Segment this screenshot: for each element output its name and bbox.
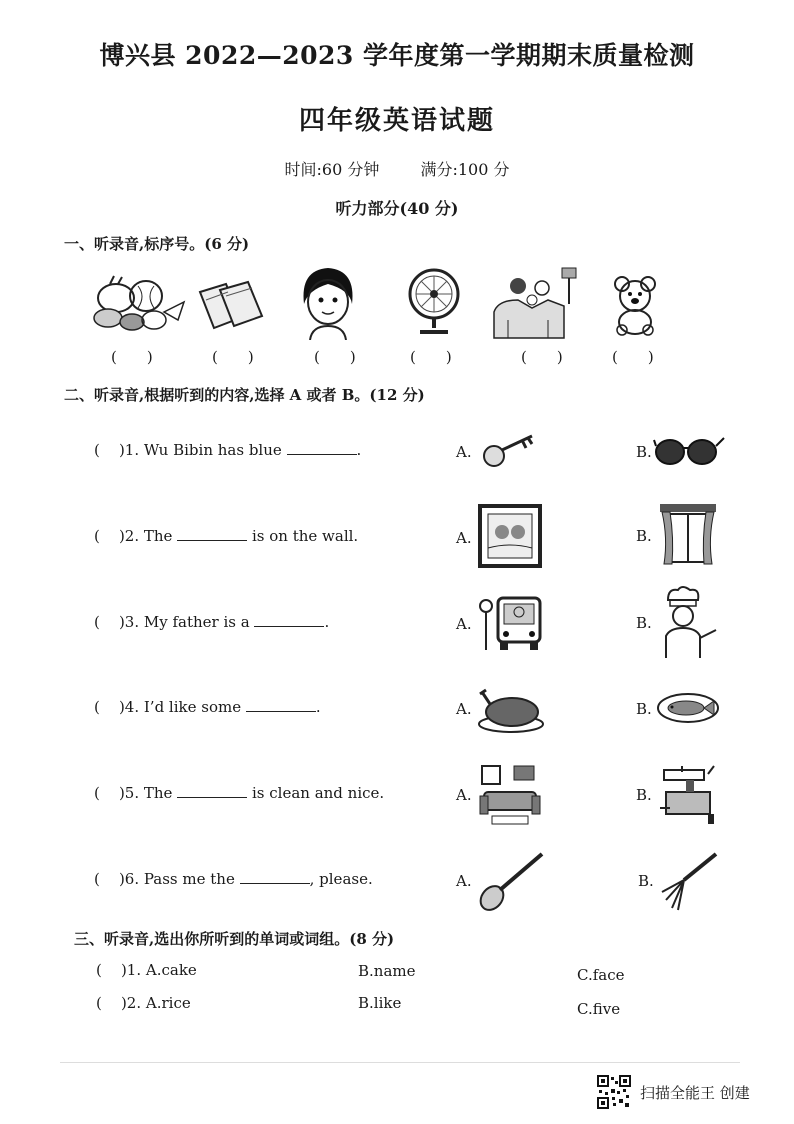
picture-icon (478, 504, 542, 568)
answer-blank[interactable] (177, 539, 247, 541)
key-icon (480, 430, 540, 470)
question-text: . (324, 613, 330, 631)
exam-time: 时间:60 分钟 (284, 160, 380, 179)
fork-icon (658, 850, 722, 912)
answer-paren[interactable]: ( (94, 527, 100, 545)
part-heading: 听力部分(40 分) (335, 199, 459, 218)
choice-row (96, 961, 197, 979)
answer-paren[interactable]: ( (96, 994, 102, 1012)
question-text: )6. Pass me the (118, 870, 235, 888)
glasses-icon (652, 430, 726, 470)
question-row (94, 698, 321, 716)
answer-paren[interactable]: ( (94, 613, 100, 631)
answer-paren[interactable]: ( (94, 784, 100, 802)
question-text: . (315, 698, 321, 716)
answer-paren[interactable]: ( ) (212, 348, 254, 366)
option-a[interactable]: A. (456, 786, 472, 804)
question-text: , please. (309, 870, 373, 888)
option-b[interactable]: B. (638, 872, 654, 890)
choice-a[interactable]: )2. A.rice (120, 994, 191, 1012)
answer-paren[interactable]: ( ) (521, 348, 563, 366)
answer-blank[interactable] (177, 796, 247, 798)
chicken-icon (476, 682, 546, 736)
exam-meta (0, 157, 794, 180)
question-row (94, 441, 361, 459)
question-text: is clean and nice. (251, 784, 385, 802)
answer-paren[interactable]: ( (94, 441, 100, 459)
section2-title: 二、听录音,根据听到的内容,选择 A 或者 B。(12 分) (64, 386, 425, 404)
fish-icon (656, 688, 720, 728)
window-icon (658, 502, 718, 568)
question-row (94, 870, 373, 888)
option-b[interactable]: B. (636, 443, 652, 461)
answer-blank[interactable] (254, 625, 324, 627)
option-a[interactable]: A. (456, 872, 472, 890)
option-b[interactable]: B. (636, 527, 652, 545)
living-room-icon (478, 764, 542, 826)
question-row (94, 784, 384, 802)
answer-paren[interactable]: ( ) (612, 348, 654, 366)
question-row (94, 527, 358, 545)
teddy-bear-icon (610, 274, 660, 336)
question-text: )3. My father is a (118, 613, 250, 631)
section3-title: 三、听录音,选出你所听到的单词或词组。(8 分) (74, 930, 395, 948)
kitchen-icon (656, 764, 718, 826)
exam-subtitle: 四年级英语试题 (298, 106, 495, 136)
footer-watermark: 扫描全能王 创建 (640, 1084, 750, 1102)
fan-icon (404, 266, 464, 338)
answer-blank[interactable] (246, 710, 316, 712)
notebooks-icon (196, 278, 266, 334)
spoon-icon (478, 850, 546, 914)
bus-driver-icon (478, 592, 544, 652)
vegetables-icon (88, 272, 188, 334)
answer-blank[interactable] (287, 453, 357, 455)
choice-row (96, 994, 191, 1012)
choice-c[interactable]: C.five (577, 1000, 621, 1018)
answer-paren[interactable]: ( ) (111, 348, 153, 366)
exam-score: 满分:100 分 (420, 160, 510, 179)
question-text: )5. The (118, 784, 173, 802)
family-icon (488, 264, 588, 340)
question-text: is on the wall. (251, 527, 359, 545)
question-text: )2. The (118, 527, 173, 545)
question-text: . (356, 441, 362, 459)
answer-paren[interactable]: ( (94, 698, 100, 716)
choice-b[interactable]: B.name (358, 962, 416, 980)
answer-blank[interactable] (240, 882, 310, 884)
exam-title: 博兴县 2022—2023 学年度第一学期期末质量检测 (99, 41, 695, 70)
choice-c[interactable]: C.face (577, 966, 625, 984)
section1-title: 一、听录音,标序号。(6 分) (64, 235, 250, 253)
answer-paren[interactable]: ( ) (314, 348, 356, 366)
question-text: )4. I’d like some (118, 698, 242, 716)
cook-icon (656, 586, 722, 660)
question-text: )1. Wu Bibin has blue (118, 441, 282, 459)
option-a[interactable]: A. (456, 443, 472, 461)
option-b[interactable]: B. (636, 786, 652, 804)
choice-a[interactable]: )1. A.cake (120, 961, 197, 979)
question-row (94, 613, 329, 631)
qr-code-icon[interactable] (597, 1075, 631, 1109)
answer-paren[interactable]: ( (94, 870, 100, 888)
girl-icon (296, 264, 360, 340)
answer-paren[interactable]: ( ) (410, 348, 452, 366)
option-b[interactable]: B. (636, 614, 652, 632)
answer-paren[interactable]: ( (96, 961, 102, 979)
option-a[interactable]: A. (456, 529, 472, 547)
footer-divider (60, 1062, 740, 1063)
option-a[interactable]: A. (456, 700, 472, 718)
option-a[interactable]: A. (456, 615, 472, 633)
choice-b[interactable]: B.like (358, 994, 402, 1012)
option-b[interactable]: B. (636, 700, 652, 718)
